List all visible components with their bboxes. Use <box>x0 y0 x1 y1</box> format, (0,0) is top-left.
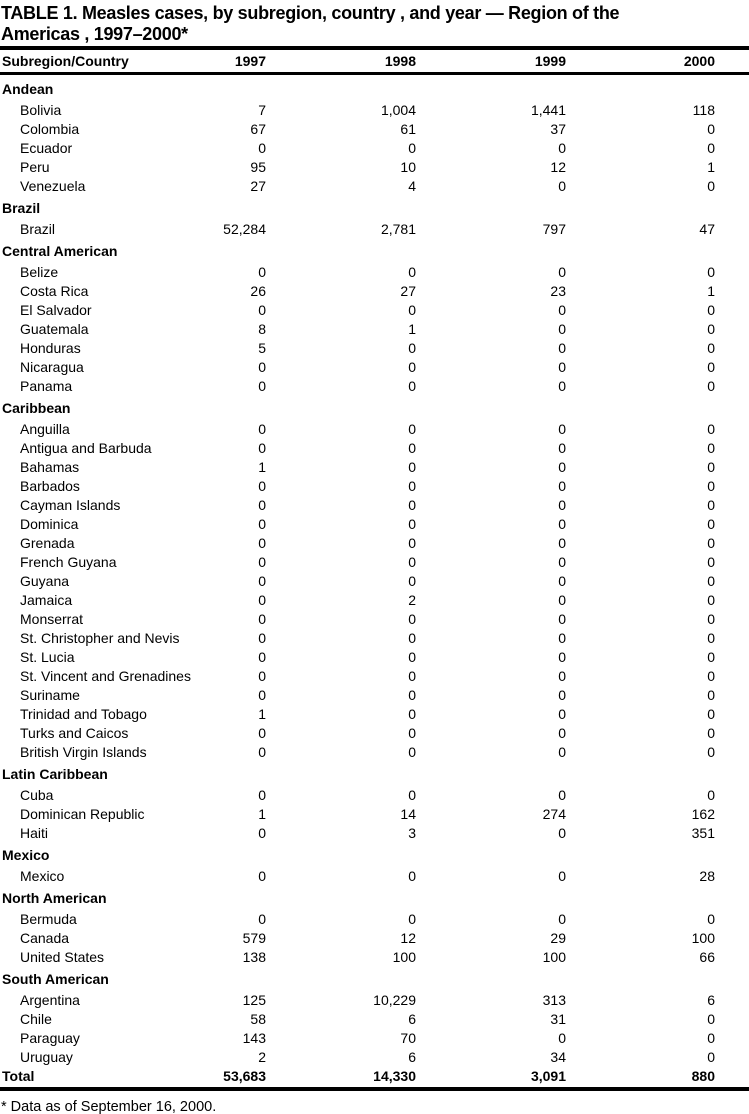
cases-value-1997: 95 <box>250 159 266 175</box>
cases-value-1999: 0 <box>558 340 566 356</box>
cases-value-1998: 0 <box>408 264 416 280</box>
country-label: Cuba <box>20 787 54 803</box>
cases-value-1998: 0 <box>408 497 416 513</box>
subregion-label: Latin Caribbean <box>2 765 108 782</box>
country-row <box>0 824 749 843</box>
country-row <box>0 158 749 177</box>
cases-value-1999: 0 <box>558 459 566 475</box>
country-label: Dominica <box>20 516 79 532</box>
cases-value-1999: 0 <box>558 554 566 570</box>
cases-value-2000: 118 <box>692 102 715 118</box>
country-label: El Salvador <box>20 302 92 318</box>
cases-value-1999: 0 <box>558 440 566 456</box>
cases-value-1998: 0 <box>408 459 416 475</box>
cases-value-2000: 1 <box>707 159 715 175</box>
country-label: Suriname <box>20 687 80 703</box>
cases-value-1998: 0 <box>408 573 416 589</box>
cases-value-1998: 3 <box>408 825 416 841</box>
country-row <box>0 572 749 591</box>
cases-value-2000: 0 <box>707 478 715 494</box>
cases-value-1997: 0 <box>258 302 266 318</box>
cases-value-1999: 313 <box>542 992 566 1008</box>
cases-value-1998: 0 <box>408 630 416 646</box>
cases-value-2000: 28 <box>699 868 715 884</box>
cases-value-1999: 1,441 <box>530 102 566 118</box>
cases-value-1999: 0 <box>558 611 566 627</box>
cases-value-1997: 138 <box>242 949 266 965</box>
country-label: Costa Rica <box>20 283 89 299</box>
cases-value-2000: 0 <box>707 421 715 437</box>
cases-value-2000: 0 <box>707 1049 715 1065</box>
country-row <box>0 553 749 572</box>
cases-value-1998: 61 <box>400 121 416 137</box>
cases-value-2000: 0 <box>707 440 715 456</box>
cases-value-1999: 0 <box>558 302 566 318</box>
column-header-1997: 1997 <box>234 53 266 69</box>
cases-value-1997: 0 <box>258 440 266 456</box>
cases-value-1999: 3,091 <box>530 1068 566 1084</box>
cases-value-1997: 7 <box>258 102 266 118</box>
country-label: Colombia <box>20 121 80 137</box>
cases-value-2000: 47 <box>699 221 715 237</box>
column-header-2000: 2000 <box>683 53 715 69</box>
cases-value-1999: 34 <box>550 1049 566 1065</box>
country-label: Grenada <box>20 535 75 551</box>
cases-value-1999: 0 <box>558 359 566 375</box>
subregion-section-row <box>0 846 749 865</box>
country-label: Uruguay <box>20 1049 73 1065</box>
cases-value-2000: 0 <box>707 630 715 646</box>
cases-value-2000: 162 <box>691 806 715 822</box>
country-row <box>0 439 749 458</box>
country-row <box>0 263 749 282</box>
cases-value-2000: 0 <box>707 725 715 741</box>
cases-value-2000: 0 <box>707 554 715 570</box>
country-label: Guyana <box>20 573 70 589</box>
cases-value-1998: 2,781 <box>380 221 416 237</box>
country-label: Ecuador <box>20 140 73 156</box>
cases-value-2000: 0 <box>707 611 715 627</box>
subregion-label: Brazil <box>2 199 41 216</box>
country-row <box>0 515 749 534</box>
cases-value-1999: 12 <box>550 159 566 175</box>
cases-value-1998: 4 <box>408 178 416 194</box>
country-label: St. Lucia <box>20 649 75 665</box>
cases-value-1997: 0 <box>258 554 266 570</box>
country-label: Monserrat <box>20 611 84 627</box>
cases-value-1998: 0 <box>408 340 416 356</box>
cases-value-2000: 0 <box>707 744 715 760</box>
subregion-section-row <box>0 970 749 989</box>
cases-value-1999: 29 <box>550 930 566 946</box>
cases-value-1997: 67 <box>250 121 266 137</box>
country-row <box>0 301 749 320</box>
country-row <box>0 534 749 553</box>
table-title-line2: Americas , 1997–2000* <box>1 24 188 44</box>
cases-value-2000: 0 <box>707 321 715 337</box>
cases-value-1998: 0 <box>408 516 416 532</box>
cases-value-1997: 0 <box>258 421 266 437</box>
cases-value-1997: 0 <box>258 687 266 703</box>
subregion-label: Andean <box>2 80 54 97</box>
country-label: Argentina <box>20 992 80 1008</box>
cases-value-1997: 52,284 <box>223 221 266 237</box>
cases-value-1999: 0 <box>558 478 566 494</box>
cases-value-2000: 0 <box>707 649 715 665</box>
country-label: Peru <box>20 159 50 175</box>
country-label: French Guyana <box>20 554 117 570</box>
cases-value-1999: 0 <box>558 744 566 760</box>
cases-value-1997: 1 <box>258 806 266 822</box>
table-title <box>0 2 749 45</box>
cases-value-1997: 0 <box>258 725 266 741</box>
cases-value-1998: 0 <box>408 421 416 437</box>
country-label: Honduras <box>20 340 81 356</box>
cases-value-1998: 2 <box>408 592 416 608</box>
subregion-section-row <box>0 889 749 908</box>
cases-value-1997: 0 <box>258 140 266 156</box>
cases-value-1998: 0 <box>408 787 416 803</box>
country-row <box>0 610 749 629</box>
country-row <box>0 591 749 610</box>
cases-value-2000: 0 <box>707 592 715 608</box>
total-label: Total <box>2 1068 35 1084</box>
country-label: Paraguay <box>20 1030 80 1046</box>
country-row <box>0 320 749 339</box>
cases-value-1999: 23 <box>550 283 566 299</box>
cases-value-1998: 0 <box>408 140 416 156</box>
cases-value-2000: 0 <box>707 497 715 513</box>
cases-value-1999: 0 <box>558 378 566 394</box>
country-row <box>0 686 749 705</box>
cases-value-1999: 0 <box>558 178 566 194</box>
cases-value-2000: 6 <box>707 992 715 1008</box>
cases-value-1998: 1,004 <box>380 102 416 118</box>
cases-value-2000: 0 <box>707 140 715 156</box>
cases-value-2000: 0 <box>707 668 715 684</box>
country-label: Panama <box>20 378 73 394</box>
country-row <box>0 177 749 196</box>
cases-value-1997: 0 <box>258 911 266 927</box>
cases-value-1998: 0 <box>408 611 416 627</box>
country-row <box>0 1010 749 1029</box>
cases-value-1997: 0 <box>258 592 266 608</box>
country-row <box>0 420 749 439</box>
country-label: Nicaragua <box>20 359 84 375</box>
cases-value-2000: 0 <box>707 706 715 722</box>
subregion-section-row <box>0 199 749 218</box>
cases-value-1997: 53,683 <box>223 1068 266 1084</box>
cases-value-1998: 0 <box>408 302 416 318</box>
country-row <box>0 496 749 515</box>
country-row <box>0 910 749 929</box>
cases-value-2000: 0 <box>707 121 715 137</box>
cases-value-2000: 100 <box>691 930 715 946</box>
country-label: Canada <box>20 930 70 946</box>
cases-value-1998: 0 <box>408 725 416 741</box>
country-row <box>0 120 749 139</box>
country-label: St. Christopher and Nevis <box>20 630 180 646</box>
cases-value-2000: 0 <box>707 178 715 194</box>
cases-value-1997: 2 <box>258 1049 266 1065</box>
cases-value-1998: 0 <box>408 649 416 665</box>
cases-value-1998: 0 <box>408 668 416 684</box>
cases-value-1998: 0 <box>408 911 416 927</box>
country-row <box>0 805 749 824</box>
cases-value-2000: 0 <box>707 535 715 551</box>
cases-value-1998: 14,330 <box>373 1068 416 1084</box>
country-label: Anguilla <box>20 421 70 437</box>
cases-value-1997: 0 <box>258 359 266 375</box>
cases-value-1998: 0 <box>408 378 416 394</box>
cases-value-1999: 0 <box>558 868 566 884</box>
cases-value-1999: 0 <box>558 140 566 156</box>
cases-value-1998: 10,229 <box>373 992 416 1008</box>
cases-value-1997: 0 <box>258 264 266 280</box>
column-header-1999: 1999 <box>534 53 566 69</box>
cases-value-2000: 880 <box>691 1068 715 1084</box>
country-row <box>0 139 749 158</box>
country-row <box>0 458 749 477</box>
cases-value-1997: 125 <box>242 992 266 1008</box>
country-row <box>0 101 749 120</box>
cases-value-2000: 0 <box>707 264 715 280</box>
cases-value-1999: 0 <box>558 264 566 280</box>
country-label: Jamaica <box>20 592 73 608</box>
cases-value-1998: 0 <box>408 359 416 375</box>
country-row <box>0 1048 749 1067</box>
cases-value-1999: 0 <box>558 497 566 513</box>
country-row <box>0 948 749 967</box>
cases-value-1999: 100 <box>542 949 566 965</box>
cases-value-1997: 0 <box>258 573 266 589</box>
cases-value-1997: 0 <box>258 744 266 760</box>
subregion-section-row <box>0 765 749 784</box>
cases-value-1998: 14 <box>400 806 416 822</box>
country-row <box>0 1029 749 1048</box>
cases-value-1998: 6 <box>408 1011 416 1027</box>
country-row <box>0 282 749 301</box>
country-label: Cayman Islands <box>20 497 121 513</box>
country-row <box>0 220 749 239</box>
cases-value-1997: 0 <box>258 497 266 513</box>
cases-value-1999: 0 <box>558 421 566 437</box>
cases-value-2000: 0 <box>707 1030 715 1046</box>
country-label: Bahamas <box>20 459 80 475</box>
cases-value-1997: 26 <box>250 283 266 299</box>
table-body <box>0 75 749 1086</box>
cases-value-1997: 0 <box>258 630 266 646</box>
country-label: Mexico <box>20 868 65 884</box>
cases-value-1998: 0 <box>408 478 416 494</box>
cases-value-1999: 274 <box>542 806 566 822</box>
country-label: Turks and Caicos <box>20 725 129 741</box>
cases-value-1998: 0 <box>408 868 416 884</box>
subregion-label: North American <box>2 889 107 906</box>
country-row <box>0 358 749 377</box>
country-row <box>0 867 749 886</box>
cases-value-2000: 0 <box>707 459 715 475</box>
country-label: British Virgin Islands <box>20 744 147 760</box>
cases-value-1998: 27 <box>400 283 416 299</box>
country-row <box>0 786 749 805</box>
cases-value-1998: 0 <box>408 744 416 760</box>
cases-value-1997: 1 <box>258 459 266 475</box>
cases-value-1997: 0 <box>258 668 266 684</box>
column-header-subregion-country: Subregion/Country <box>2 53 129 69</box>
cases-value-1999: 0 <box>558 649 566 665</box>
cases-value-1999: 797 <box>542 221 566 237</box>
cases-value-1997: 0 <box>258 478 266 494</box>
country-label: Venezuela <box>20 178 86 194</box>
country-label: Bolivia <box>20 102 62 118</box>
cases-value-1997: 0 <box>258 787 266 803</box>
subregion-label: Central American <box>2 242 118 259</box>
country-label: Chile <box>20 1011 52 1027</box>
cases-value-1997: 0 <box>258 516 266 532</box>
cases-value-1999: 0 <box>558 321 566 337</box>
subregion-section-row <box>0 399 749 418</box>
country-label: United States <box>20 949 105 965</box>
cases-value-1999: 0 <box>558 1030 566 1046</box>
cases-value-2000: 0 <box>707 573 715 589</box>
cases-value-2000: 0 <box>707 340 715 356</box>
footnote: * Data as of September 16, 2000. <box>1 1099 217 1114</box>
country-row <box>0 991 749 1010</box>
cases-value-1997: 58 <box>250 1011 266 1027</box>
country-row <box>0 743 749 762</box>
country-row <box>0 724 749 743</box>
cases-value-1999: 37 <box>550 121 566 137</box>
cases-value-1999: 0 <box>558 687 566 703</box>
cases-value-1997: 0 <box>258 378 266 394</box>
total-row <box>0 1067 749 1086</box>
country-label: Barbados <box>20 478 80 494</box>
subregion-section-row <box>0 80 749 99</box>
country-label: Belize <box>20 264 59 280</box>
country-row <box>0 377 749 396</box>
cases-value-1998: 6 <box>408 1049 416 1065</box>
country-row <box>0 929 749 948</box>
subregion-label: South American <box>2 970 109 987</box>
cases-value-2000: 0 <box>707 302 715 318</box>
cases-value-1999: 0 <box>558 787 566 803</box>
country-row <box>0 648 749 667</box>
cases-value-1999: 0 <box>558 668 566 684</box>
cases-value-1999: 0 <box>558 725 566 741</box>
country-label: Brazil <box>20 221 56 237</box>
cases-value-1998: 100 <box>392 949 416 965</box>
cases-value-2000: 1 <box>707 283 715 299</box>
country-row <box>0 629 749 648</box>
cases-value-2000: 0 <box>707 378 715 394</box>
cases-value-2000: 0 <box>707 911 715 927</box>
country-label: Trinidad and Tobago <box>20 706 147 722</box>
cases-value-1998: 0 <box>408 535 416 551</box>
cases-value-2000: 0 <box>707 516 715 532</box>
cases-value-1999: 0 <box>558 706 566 722</box>
table-title-line1: TABLE 1. Measles cases, by subregion, country , and year — Region of the <box>1 3 620 23</box>
cases-value-1999: 0 <box>558 535 566 551</box>
cases-value-1999: 0 <box>558 516 566 532</box>
column-header-1998: 1998 <box>384 53 416 69</box>
cases-value-1999: 31 <box>550 1011 566 1027</box>
cases-value-1999: 0 <box>558 911 566 927</box>
cases-value-1998: 0 <box>408 706 416 722</box>
cases-value-1997: 27 <box>250 178 266 194</box>
country-label: Dominican Republic <box>20 806 145 822</box>
country-label: St. Vincent and Grenadines <box>20 668 191 684</box>
cases-value-1997: 0 <box>258 535 266 551</box>
country-row <box>0 667 749 686</box>
cases-value-2000: 0 <box>707 687 715 703</box>
cases-value-1999: 0 <box>558 573 566 589</box>
cases-value-1997: 0 <box>258 868 266 884</box>
cases-value-1997: 8 <box>258 321 266 337</box>
country-label: Guatemala <box>20 321 89 337</box>
cases-value-1998: 0 <box>408 687 416 703</box>
cases-value-1998: 0 <box>408 440 416 456</box>
cases-value-1998: 0 <box>408 554 416 570</box>
cases-value-1997: 1 <box>258 706 266 722</box>
cases-value-2000: 66 <box>699 949 715 965</box>
cases-value-1997: 579 <box>242 930 266 946</box>
cases-value-1997: 5 <box>258 340 266 356</box>
country-label: Haiti <box>20 825 49 841</box>
cases-value-1999: 0 <box>558 825 566 841</box>
cases-value-1999: 0 <box>558 592 566 608</box>
cases-value-1998: 1 <box>408 321 416 337</box>
cases-value-1997: 0 <box>258 611 266 627</box>
subregion-label: Caribbean <box>2 399 71 416</box>
subregion-label: Mexico <box>2 846 50 863</box>
cases-value-2000: 0 <box>707 787 715 803</box>
country-row <box>0 477 749 496</box>
country-row <box>0 339 749 358</box>
cases-value-1998: 10 <box>400 159 416 175</box>
cases-value-1997: 0 <box>258 825 266 841</box>
cases-value-2000: 0 <box>707 359 715 375</box>
cases-value-1999: 0 <box>558 630 566 646</box>
cases-value-2000: 0 <box>707 1011 715 1027</box>
cases-value-1998: 12 <box>400 930 416 946</box>
country-label: Antigua and Barbuda <box>20 440 152 456</box>
country-row <box>0 705 749 724</box>
cases-value-1997: 0 <box>258 649 266 665</box>
subregion-section-row <box>0 242 749 261</box>
table-header-row <box>0 50 749 72</box>
bottom-rule <box>0 1087 749 1091</box>
country-label: Bermuda <box>20 911 77 927</box>
cases-value-1997: 143 <box>242 1030 266 1046</box>
cases-value-1998: 70 <box>400 1030 416 1046</box>
cases-value-2000: 351 <box>691 825 715 841</box>
